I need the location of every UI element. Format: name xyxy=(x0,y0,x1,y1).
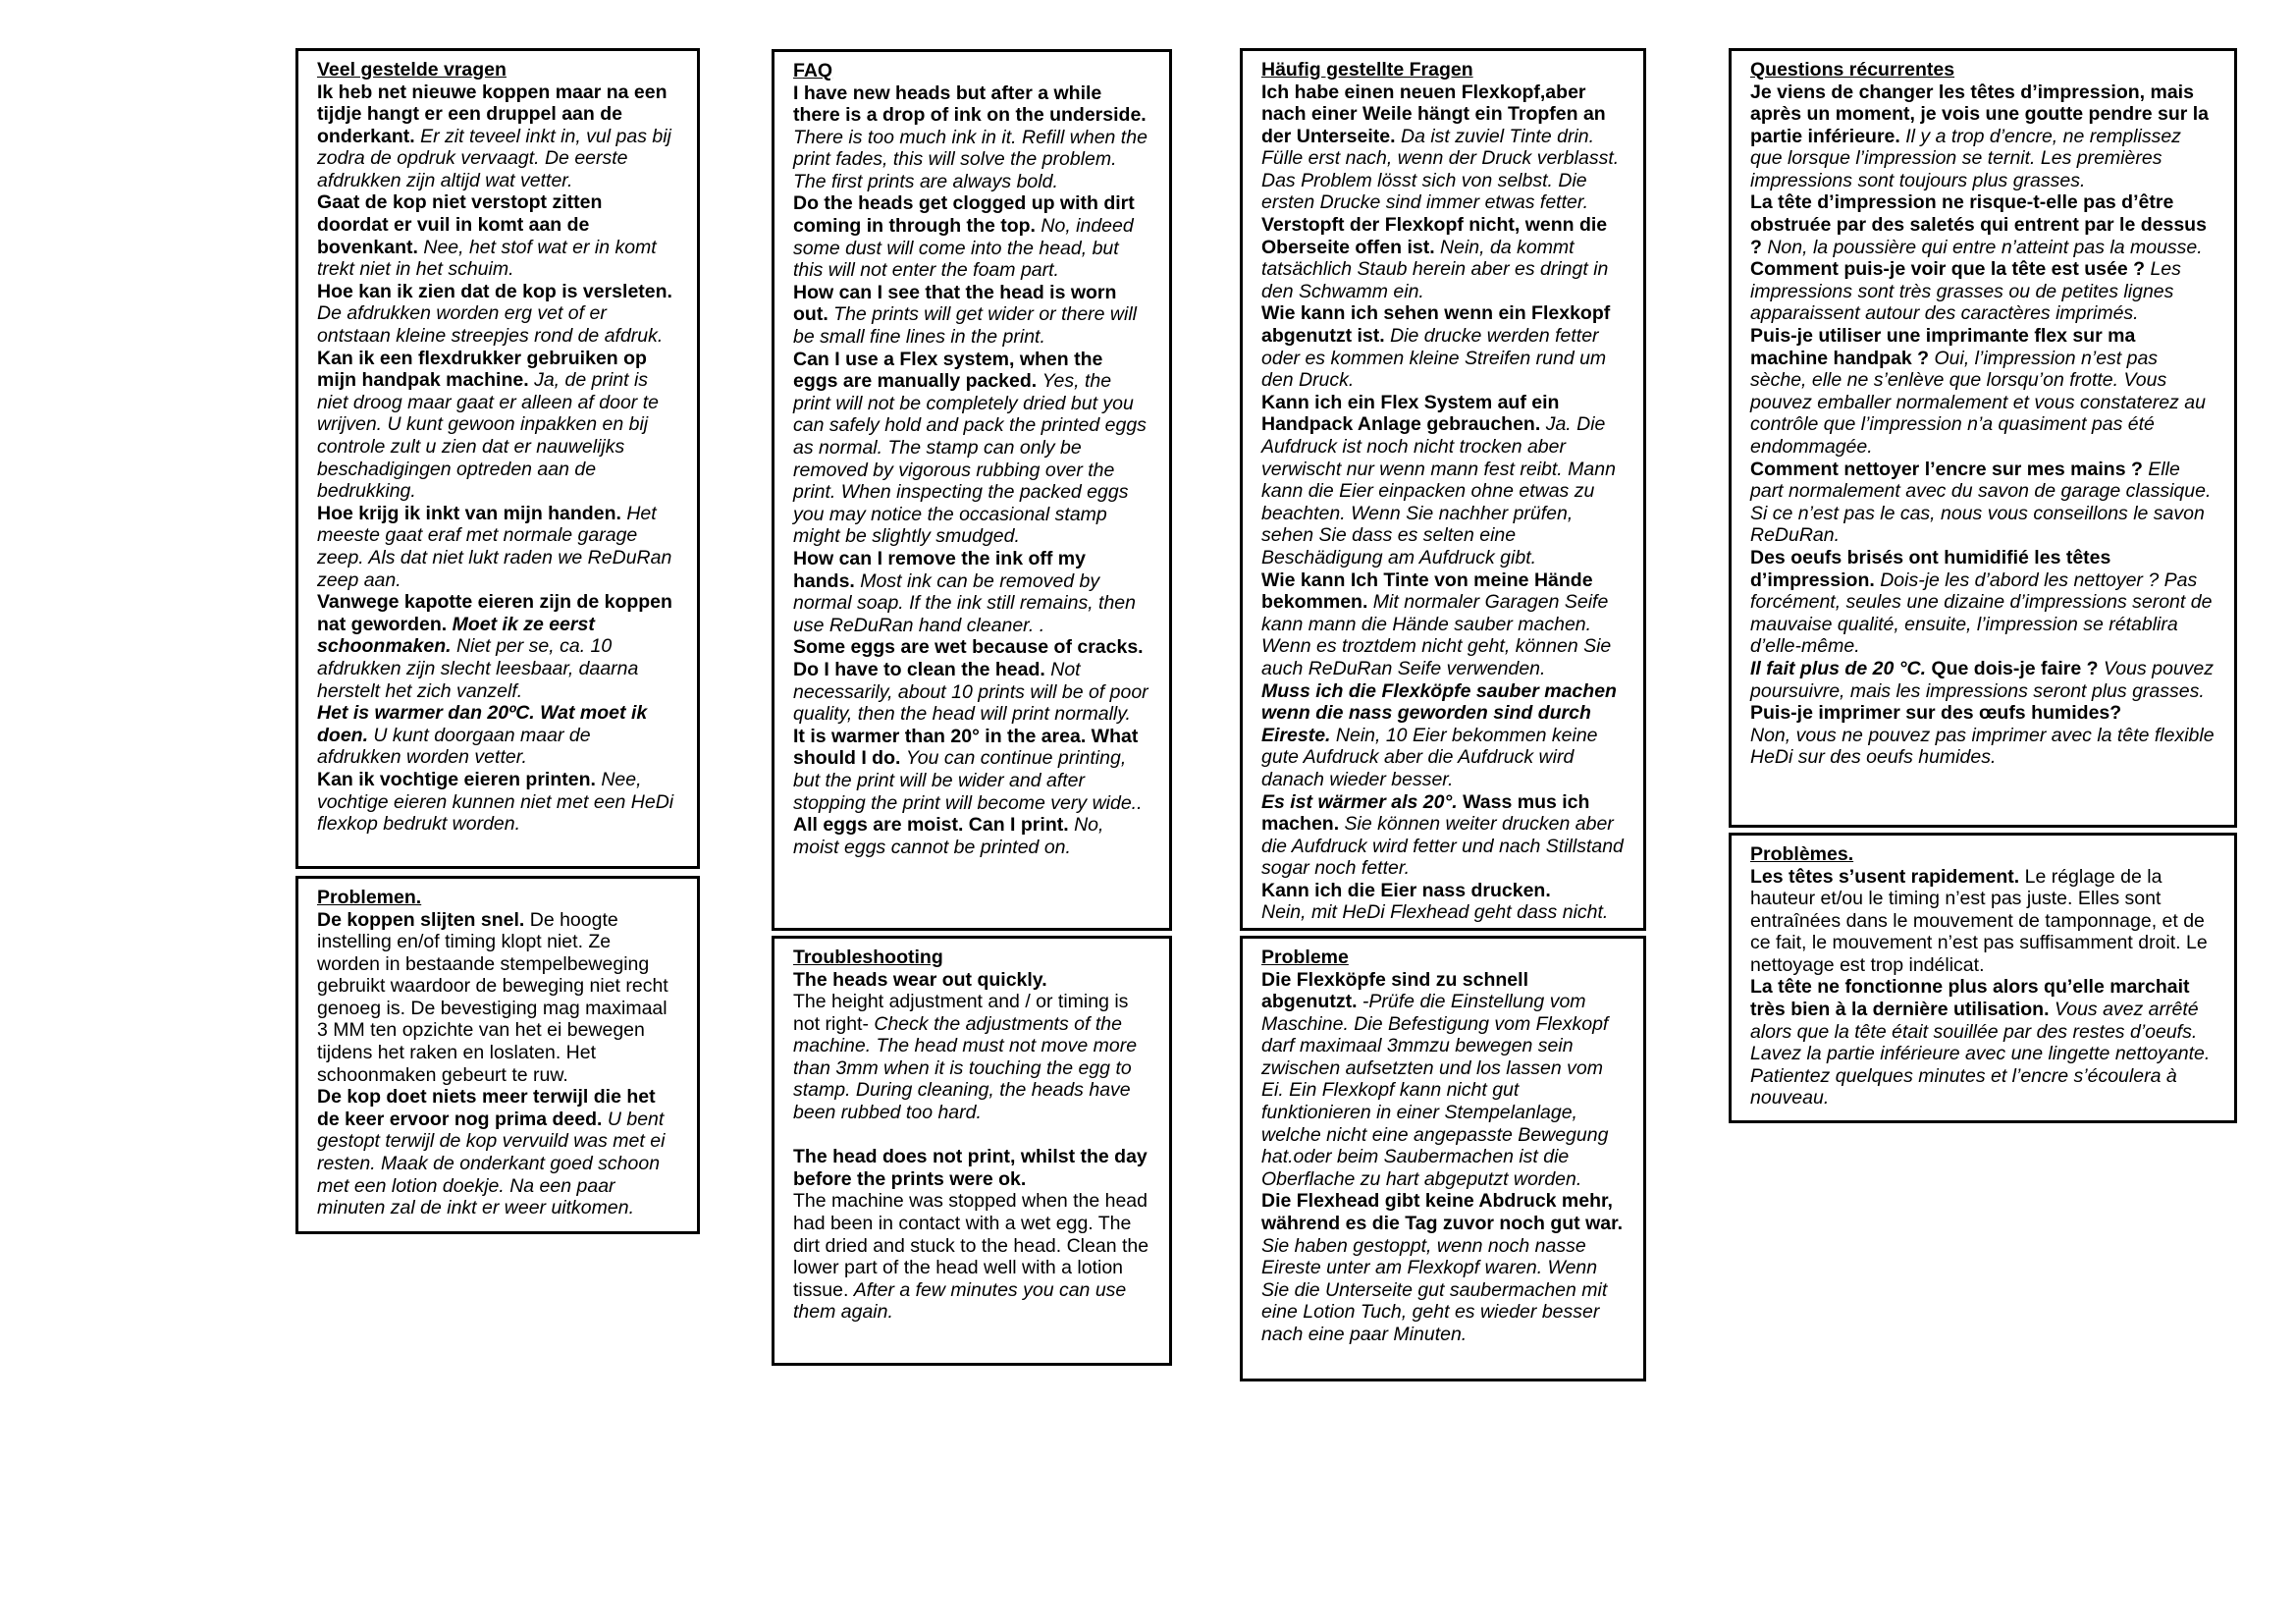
faq-item: Kan ik vochtige eieren printen. Nee, vochtige eieren kunnen niet met een HeDi flexkop bedrukt worden. xyxy=(317,768,674,836)
faq-item: Hoe krijg ik inkt van mijn handen. Het meeste gaat eraf met normale garage zeep. Als dat niet lukt raden we ReDuRan zeep aan. xyxy=(317,502,672,591)
panel-title: Problemen. xyxy=(317,887,422,908)
faq-item: Gaat de kop niet verstopt zitten doordat er vuil in komt aan de bovenkant. Nee, het stof wat er in komt trekt niet in het schuim. xyxy=(317,191,657,281)
panel-content xyxy=(1750,81,2216,769)
panel-title: Questions récurrentes xyxy=(1750,59,1955,81)
faq-item: Es ist wärmer als 20°. Wass mus ich machen. Sie können weiter drucken aber die Aufdruck wird fetter und nach Stillstand sogar noch fetter. xyxy=(1261,790,1624,880)
faq-item: Kann ich ein Flex System auf ein Handpack Anlage gebrauchen. Ja. Die Aufdruck ist noch nicht trocken aber verwischt nur wenn mann fest reibt. Mann kann die Eier einpacken ohne etwas zu beachten. Wenn Sie nachher prüfen, sehen Sie dass es selten eine Beschädigung am Aufdruck gibt. xyxy=(1261,391,1616,568)
panel-content xyxy=(1750,866,2216,1110)
panel-content xyxy=(317,81,678,836)
faq-item: Can I use a Flex system, when the eggs are manually packed. Yes, the print will not be completely dried but you can safely hold and pack the printed eggs as normal. The stamp can only be removed by vigorous rubbing over the print. When inspecting the packed eggs you may notice the occasional stamp might be slightly smudged. xyxy=(793,348,1147,548)
faq-item: Het is warmer dan 20ºC. Wat moet ik doen. U kunt doorgaan maar de afdrukken worden vetter. xyxy=(317,702,648,769)
panel-nl-faq xyxy=(295,48,700,869)
problem-item: Die Flexhead gibt keine Abdruck mehr, während es die Tag zuvor noch gut war. Sie haben gestoppt, wenn noch nasse Eireste unter am Flexkopf waren. Wenn Sie die Unterseite gut saubermachen mit eine Lotion Tuch, geht es wieder besser nach eine paar Minuten. xyxy=(1261,1190,1624,1345)
faq-item: Ich habe einen neuen Flexkopf,aber nach einer Weile hängt ein Tropfen an der Unterseite. Da ist zuviel Tinte drin. Fülle erst nach, wenn der Druck verblasst. Das Problem lösst sich von selbst. Die ersten Drucke sind immer etwas fetter. xyxy=(1261,81,1620,214)
faq-item: Des oeufs brisés ont humidifié les têtes d’impression. Dois-je les d’abord les nettoyer ? Pas forcément, seules une dizaine d’impressions seront de mauvaise qualité, ensuite, l’impression se rétablira d’elle-même. xyxy=(1750,546,2213,658)
problem-item: The heads wear out quickly. The height adjustment and / or timing is not right- Check the adjustments of the machine. The head must not move more than 3mm when it is touching the egg to stamp. During cleaning, the heads have been rubbed too hard. xyxy=(793,968,1138,1124)
faq-item: Kan ik een flexdrukker gebruiken op mijn handpak machine. Ja, de print is niet droog maar gaat er alleen af door te wrijven. U kunt gewoon inpakken en bij controle zult u zien dat er nauwelijks beschadigingen optreden aan de bedrukking. xyxy=(317,347,659,503)
panel-de-faq xyxy=(1240,48,1646,931)
faq-item: Ik heb net nieuwe koppen maar na een tijdje hangt er een druppel aan de onderkant. Er zit teveel inkt in, vul pas bij zodra de opdruk vervaagt. De eerste afdrukken zijn altijd wat vetter. xyxy=(317,81,671,191)
panel-content xyxy=(793,969,1150,1325)
faq-item: Vanwege kapotte eieren zijn de koppen nat geworden. Moet ik ze eerst schoonmaken. Niet per se, ca. 10 afdrukken zijn slecht leesbaar, daarna herstelt het zich vanzelf. xyxy=(317,591,672,702)
faq-item: Wie kann ich sehen wenn ein Flexkopf abgenutzt ist. Die drucke werden fetter oder es kommen kleine Streifen rund um den Druck. xyxy=(1261,302,1611,392)
faq-item: La tête d’impression ne risque-t-elle pas d’être obstruée par des saletés qui entrent par le dessus ? Non, la poussière qui entre n’atteint pas la mousse. xyxy=(1750,191,2207,258)
panel-title: Probleme xyxy=(1261,947,1349,968)
problem-item: La tête ne fonctionne plus alors qu’elle marchait très bien à la dernière utilisation. Vous avez arrêté alors que la tête était souillée par des restes d’oeufs. Lavez la partie inférieure avec une lingette nettoyante. Patientez quelques minutes et l’encre s’écoulera à nouveau. xyxy=(1750,976,2211,1110)
panel-content xyxy=(317,909,678,1219)
faq-item: Some eggs are wet because of cracks. Do I have to clean the head. Not necessarily, about 10 prints will be of poor quality, then the head will print normally. xyxy=(793,636,1148,726)
panel-fr-problems xyxy=(1729,833,2237,1123)
problem-item: Die Flexköpfe sind zu schnell abgenutzt. -Prüfe die Einstellung vom Maschine. Die Befestigung vom Flexkopf darf maximaal 3mmzu bewegen sein zwischen aufsetzten und los lassen vom Ei. Ein Flexkopf kann nicht gut funktionieren in einer Stempelanlage, welche nicht eine angepasste Bewegung hat.oder beim Saubermachen ist die Oberflache zu hart abgeputzt worden. xyxy=(1261,968,1609,1190)
problem-item: De kop doet niets meer terwijl die het de keer ervoor nog prima deed. U bent gestopt terwijl de kop vervuild was met ei resten. Maak de onderkant goed schoon met een lotion doekje. Na een paar minuten zal de inkt er weer uitkomen. xyxy=(317,1086,666,1219)
faq-item: All eggs are moist. Can I print. No, moist eggs cannot be printed on. xyxy=(793,814,1104,858)
problem-item: De koppen slijten snel. De hoogte instelling en/of timing klopt niet. Ze worden in bestaande stempelbeweging gebruikt waardoor de beweging niet recht genoeg is. De bevestiging mag maximaal 3 MM ten opzichte van het ei bewegen tijdens het raken en loslaten. Het schoonmaken gebeurt te ruw. xyxy=(317,908,668,1086)
faq-item: Comment nettoyer l’encre sur mes mains ? Elle part normalement avec du savon de garage classique. Si ce n’est pas le cas, nous vous conseillons le savon ReDuRan. xyxy=(1750,458,2212,547)
faq-item: How can I see that the head is worn out. The prints will get wider or there will be small fine lines in the print. xyxy=(793,281,1138,349)
panel-title: Problèmes. xyxy=(1750,843,1854,865)
faq-item: It is warmer than 20° in the area. What should I do. You can continue printing, but the print will be wider and after stopping the print will become very wide.. xyxy=(793,725,1143,814)
panel-content xyxy=(1261,969,1625,1346)
faq-item: Il fait plus de 20 °C. Que dois-je faire ? Vous pouvez poursuivre, mais les impressions seront plus grasses. xyxy=(1750,657,2215,702)
panel-de-problems xyxy=(1240,936,1646,1381)
faq-item: Wie kann Ich Tinte von meine Hände bekommen. Mit normaler Garagen Seife kann mann die Hände sauber machen. Wenn es troztdem nicht geht, können Sie auch ReDuRan Seife verwenden. xyxy=(1261,568,1612,679)
faq-item: How can I remove the ink off my hands. Most ink can be removed by normal soap. If the ink still remains, then use ReDuRan hand cleaner. . xyxy=(793,547,1136,636)
problem-item: Les têtes s’usent rapidement. Le réglage de la hauteur et/ou le timing n’est pas juste. Elles sont entraînées dans le mouvement de tamponnage, et de ce fait, le mouvement n’est pas suffisamment droit. Le nettoyage est trop indélicat. xyxy=(1750,865,2208,976)
panel-title: Troubleshooting xyxy=(793,947,943,968)
faq-item: Je viens de changer les têtes d’impression, mais après un moment, je vois une goutte pendre sur la partie inférieure. Il y a trop d’encre, ne remplissez que lorsque l’impression se ternit. Les premières impressions sont toujours plus grasses. xyxy=(1750,81,2210,191)
panel-content xyxy=(793,82,1150,859)
panel-nl-problems xyxy=(295,876,700,1234)
faq-item: Comment puis-je voir que la tête est usée ? Les impressions sont très grasses ou de petites lignes apparaissent autour des caractères imprimés. xyxy=(1750,258,2181,325)
faq-item: Muss ich die Flexköpfe sauber machen wenn die nass geworden sind durch Eireste. Nein, 10 Eier bekommen keine gute Aufdruck aber die Aufdruck wird danach wieder besser. xyxy=(1261,679,1617,790)
problem-item: The head does not print, whilst the day before the prints were ok. The machine was stopped when the head had been in contact with a wet egg. The dirt dried and stuck to the head. Clean the lower part of the head well with a lotion tissue. After a few minutes you can use them again. xyxy=(793,1146,1149,1324)
faq-item: I have new heads but after a while there is a drop of ink on the underside. There is too much ink in it. Refill when the print fades, this will solve the problem. The first prints are always bold. xyxy=(793,81,1148,192)
panel-title: FAQ xyxy=(793,60,833,81)
panel-title: Häufig gestellte Fragen xyxy=(1261,59,1473,81)
faq-item: Do the heads get clogged up with dirt coming in through the top. No, indeed some dust will come into the head, but this will not enter the foam part. xyxy=(793,192,1135,282)
panel-title: Veel gestelde vragen xyxy=(317,59,507,81)
faq-item: Verstopft der Flexkopf nicht, wenn die Oberseite offen ist. Nein, da kommt tatsächlich Staub herein aber es dringt in den Schwamm ein. xyxy=(1261,214,1609,302)
faq-item: Hoe kan ik zien dat de kop is versleten. De afdrukken worden erg vet of er ontstaan kleine streepjes rond de afdruk. xyxy=(317,280,672,348)
faq-item: Puis-je utiliser une imprimante flex sur ma machine handpak ? Oui, l’impression n’est pas sèche, elle ne s’enlève que lorsqu’on frotte. Vous pouvez emballer normalement et vous constaterez au contrôle que l’impression n’a quasiment pas été endommagée. xyxy=(1750,325,2206,458)
panel-content xyxy=(1261,81,1625,925)
panel-en-troubleshooting xyxy=(772,936,1172,1366)
panel-en-faq xyxy=(772,49,1172,931)
faq-item: Kann ich die Eier nass drucken. Nein, mit HeDi Flexhead geht dass nicht. xyxy=(1261,879,1609,924)
faq-item: Puis-je imprimer sur des œufs humides? Non, vous ne pouvez pas imprimer avec la tête flexible HeDi sur des oeufs humides. xyxy=(1750,702,2215,769)
panel-fr-faq xyxy=(1729,48,2237,828)
